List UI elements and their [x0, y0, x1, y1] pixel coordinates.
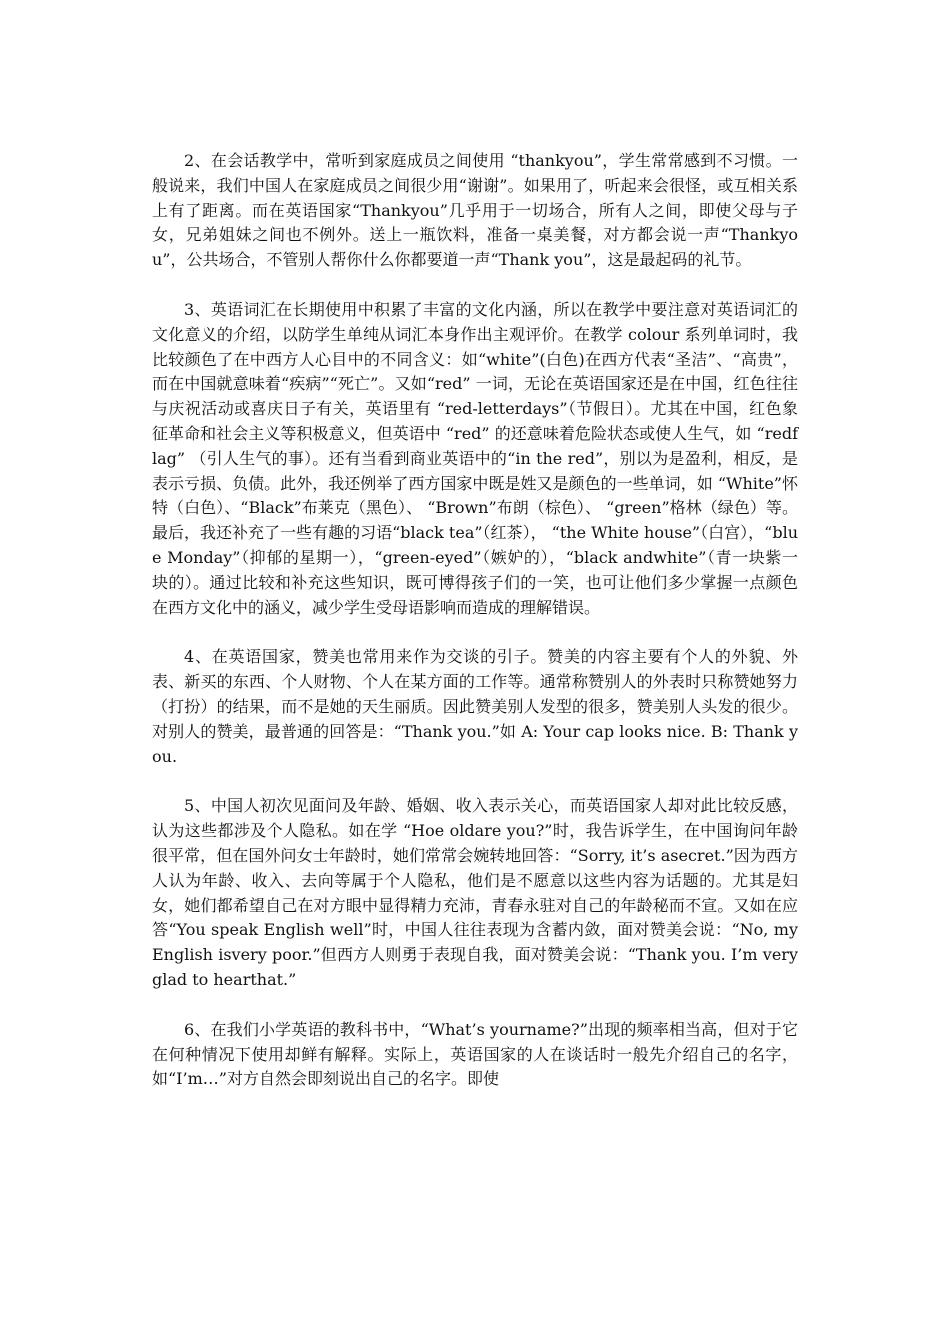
paragraph-6: 6、在我们小学英语的教科书中，“What’s yourname?”出现的频率相当高，但对于它在何种情况下使用却鲜有解释。实际上，英语国家的人在谈话时一般先介绍自己的名字，如“I’m…”对方自然会即刻说出自己的名字。即使	[152, 1019, 798, 1089]
paragraph-4: 4、在英语国家，赞美也常用来作为交谈的引子。赞美的内容主要有个人的外貌、外表、新买的东西、个人财物、个人在某方面的工作等。通常称赞别人的外表时只称赞她努力（打扮）的结果，而不是她的天生丽质。因此赞美别人发型的很多，赞美别人头发的很少。对别人的赞美，最普通的回答是：“Thank you.”如 A: Your cap looks nice. B: Thank you.	[152, 647, 798, 766]
document-body	[152, 149, 798, 1117]
paragraph-5: 5、中国人初次见面问及年龄、婚姻、收入表示关心，而英语国家人却对此比较反感，认为这些都涉及个人隐私。如在学 “Hoe oldare you?”时，我告诉学生，在中国询问年龄很平常，但在国外问女士年龄时，她们常常会婉转地回答：“Sorry, it’s asecret.”因为西方人认为年龄、收入、去向等属于个人隐私，他们是不愿意以这些内容为话题的。尤其是妇女，她们都希望自己在对方眼中显得精力充沛，青春永驻对自己的年龄秘而不宣。又如在应答“You speak English well”时，中国人往往表现为含蓄内敛，面对赞美会说：“No, my English isvery poor.”但西方人则勇于表现自我，面对赞美会说：“Thank you. I’m very glad to hearthat.”	[152, 796, 798, 989]
paragraph-2: 2、在会话教学中，常听到家庭成员之间使用 “thankyou”，学生常常感到不习惯。一般说来，我们中国人在家庭成员之间很少用“谢谢”。如果用了，听起来会很怪，或互相关系上有了距离。而在英语国家“Thankyou”几乎用于一切场合，所有人之间，即使父母与子女，兄弟姐妹之间也不例外。送上一瓶饮料，准备一桌美餐，对方都会说一声“Thankyou”，公共场合，不管别人帮你什么你都要道一声“Thank you”，这是最起码的礼节。	[152, 151, 798, 270]
paragraph-3: 3、英语词汇在长期使用中积累了丰富的文化内涵，所以在教学中要注意对英语词汇的文化意义的介绍，以防学生单纯从词汇本身作出主观评价。在教学 colour 系列单词时，我比较颜色了在中西方人心目中的不同含义：如“white”(白色)在西方代表“圣洁”、“高贵”，而在中国就意味着“疾病”“死亡”。又如“red” 一词，无论在英语国家还是在中国，红色往往与庆祝活动或喜庆日子有关，英语里有 “red-letterdays”（节假日）。尤其在中国，红色象征革命和社会主义等积极意义，但英语中 “red” 的还意味着危险状态或使人生气，如 “redflag” （引人生气的事）。还有当看到商业英语中的“in the red”，别以为是盈利，相反，是表示亏损、负债。此外，我还例举了西方国家中既是姓又是颜色的一些单词，如 “White”怀特（白色）、“Black”布莱克（黑色）、 “Brown”布朗（棕色）、 “green”格林（绿色）等。最后，我还补充了一些有趣的习语“black tea”（红茶）， “the White house”（白宫），“blue Monday”（抑郁的星期一），“green-eyed”（嫉妒的），“black andwhite”（青一块紫一块的）。通过比较和补充这些知识，既可博得孩子们的一笑，也可让他们多少掌握一点颜色在西方文化中的涵义，减少学生受母语影响而造成的理解错误。	[152, 299, 798, 617]
